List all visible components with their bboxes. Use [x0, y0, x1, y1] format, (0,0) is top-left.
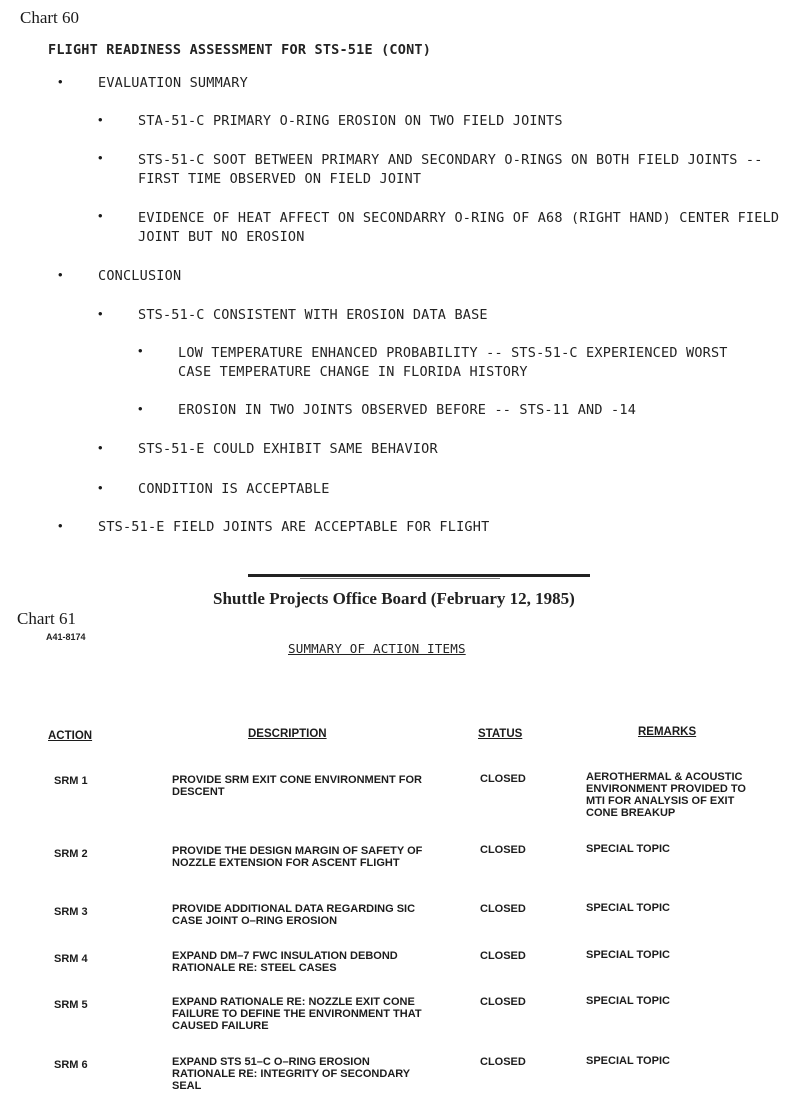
remarks-cell: SPECIAL TOPIC [586, 902, 670, 914]
remarks-cell: SPECIAL TOPIC [586, 1055, 670, 1067]
action-cell: SRM 6 [54, 1059, 88, 1071]
bullet-icon: • [58, 267, 63, 282]
status-cell: CLOSED [480, 903, 526, 915]
action-cell: SRM 3 [54, 906, 88, 918]
conclusion-item: CONDITION IS ACCEPTABLE [138, 481, 330, 497]
remarks-cell: AEROTHERMAL & ACOUSTIC ENVIRONMENT PROVIDED TO MTI FOR ANALYSIS OF EXIT CONE BREAKUP [586, 771, 746, 819]
conclusion-item: STS-51-C CONSISTENT WITH EROSION DATA BASE [138, 307, 488, 323]
conclusion-item: STS-51-E COULD EXHIBIT SAME BEHAVIOR [138, 441, 438, 457]
remarks-cell: SPECIAL TOPIC [586, 995, 670, 1007]
section-divider [248, 574, 590, 577]
status-cell: CLOSED [480, 844, 526, 856]
conclusion-sub-item: EROSION IN TWO JOINTS OBSERVED BEFORE -- STS-11 AND -14 [178, 402, 637, 418]
eval-item: STS-51-C SOOT BETWEEN PRIMARY AND SECONDARY O-RINGS ON BOTH FIELD JOINTS -- FIRST TIME OBSERVED ON FIELD JOINT [138, 152, 763, 187]
section-divider-shadow [300, 578, 500, 579]
chart-61-label: Chart 61 [17, 609, 77, 628]
bullet-icon: • [98, 150, 103, 165]
conclusion-sub-item: LOW TEMPERATURE ENHANCED PROBABILITY -- STS-51-C EXPERIENCED WORST CASE TEMPERATURE CHANGE IN FLORIDA HISTORY [178, 345, 728, 380]
bullet-icon: • [138, 343, 143, 358]
bullet-icon: • [98, 480, 103, 495]
conclusion-heading: CONCLUSION [98, 268, 182, 284]
column-header-status: STATUS [478, 728, 523, 740]
action-cell: SRM 2 [54, 848, 88, 860]
column-header-remarks: REMARKS [638, 726, 697, 738]
description-cell: EXPAND RATIONALE RE: NOZZLE EXIT CONE FAILURE TO DEFINE THE ENVIRONMENT THAT CAUSED FAILURE [172, 996, 422, 1032]
remarks-cell: SPECIAL TOPIC [586, 843, 670, 855]
bullet-icon: • [98, 306, 103, 321]
action-cell: SRM 4 [54, 953, 88, 965]
eval-item: EVIDENCE OF HEAT AFFECT ON SECONDARRY O-RING OF A68 (RIGHT HAND) CENTER FIELD JOINT BUT NO EROSION [138, 210, 780, 245]
action-cell: SRM 5 [54, 999, 88, 1011]
status-cell: CLOSED [480, 773, 526, 785]
status-cell: CLOSED [480, 950, 526, 962]
action-cell: SRM 1 [54, 775, 88, 787]
status-cell: CLOSED [480, 996, 526, 1008]
evaluation-heading: EVALUATION SUMMARY [98, 75, 248, 91]
bullet-icon: • [138, 401, 143, 416]
board-title: Shuttle Projects Office Board (February 12, 1985) [213, 589, 575, 608]
bullet-icon: • [98, 440, 103, 455]
description-cell: EXPAND STS 51–C O–RING EROSION RATIONALE RE: INTEGRITY OF SECONDARY SEAL [172, 1056, 410, 1092]
status-cell: CLOSED [480, 1056, 526, 1068]
bullet-icon: • [98, 112, 103, 127]
chart-60-title: FLIGHT READINESS ASSESSMENT FOR STS-51E (CONT) [48, 42, 432, 58]
bullet-icon: • [58, 74, 63, 89]
description-cell: PROVIDE SRM EXIT CONE ENVIRONMENT FOR DESCENT [172, 774, 422, 798]
chart-61-title: SUMMARY OF ACTION ITEMS [288, 641, 466, 656]
document-code: A41-8174 [46, 632, 86, 642]
bullet-icon: • [58, 518, 63, 533]
column-header-description: DESCRIPTION [248, 728, 327, 740]
chart-60-label: Chart 60 [20, 8, 80, 27]
final-conclusion: STS-51-E FIELD JOINTS ARE ACCEPTABLE FOR FLIGHT [98, 519, 490, 535]
bullet-icon: • [98, 208, 103, 223]
remarks-cell: SPECIAL TOPIC [586, 949, 670, 961]
eval-item: STA-51-C PRIMARY O-RING EROSION ON TWO FIELD JOINTS [138, 113, 563, 129]
column-header-action: ACTION [48, 730, 93, 742]
description-cell: PROVIDE THE DESIGN MARGIN OF SAFETY OF NOZZLE EXTENSION FOR ASCENT FLIGHT [172, 845, 423, 869]
description-cell: EXPAND DM–7 FWC INSULATION DEBOND RATIONALE RE: STEEL CASES [172, 950, 398, 974]
description-cell: PROVIDE ADDITIONAL DATA REGARDING SIC CASE JOINT O–RING EROSION [172, 903, 416, 927]
